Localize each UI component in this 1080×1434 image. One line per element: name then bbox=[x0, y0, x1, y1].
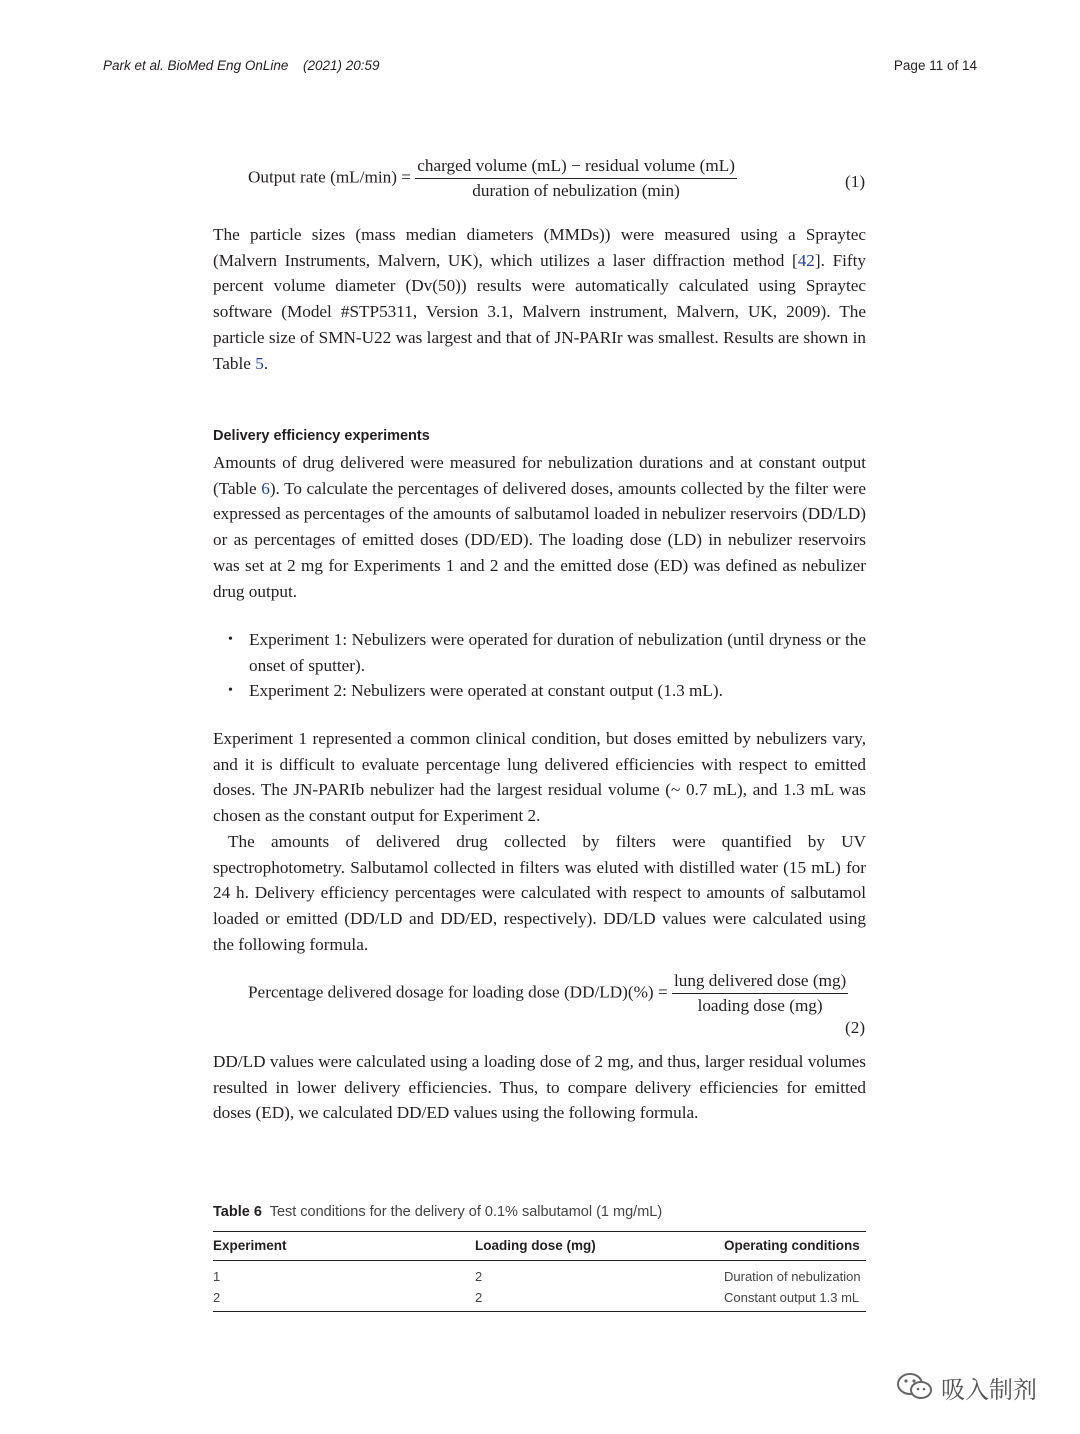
equation-2-numerator: lung delivered dose (mg) bbox=[672, 971, 848, 994]
equation-1-number: (1) bbox=[845, 172, 866, 191]
equation-2-fraction bbox=[672, 971, 848, 1016]
experiment-list bbox=[213, 627, 866, 704]
watermark-text: 吸入制剂 bbox=[941, 1375, 1037, 1404]
bullet-icon: • bbox=[228, 683, 233, 699]
table-cell: 2 bbox=[475, 1269, 483, 1284]
paragraph-delivery-amounts bbox=[213, 450, 866, 604]
equation-2-number: (2) bbox=[845, 1018, 866, 1037]
list-item-text: Experiment 2: Nebulizers were operated at constant output (1.3 mL). bbox=[249, 681, 723, 701]
list-item bbox=[213, 678, 866, 704]
table-6-link[interactable]: 6 bbox=[261, 478, 270, 498]
equation-1-numerator: charged volume (mL) − residual volume (mL) bbox=[415, 156, 737, 179]
paragraph-text: . bbox=[263, 353, 269, 373]
table-cell: 1 bbox=[213, 1269, 221, 1284]
table-caption-text: Test conditions for the delivery of 0.1% salbutamol (1 mg/mL) bbox=[269, 1204, 663, 1220]
equation-1-fraction bbox=[415, 156, 737, 201]
journal-name: Park et al. BioMed Eng OnLine bbox=[103, 58, 289, 73]
equation-1-denominator: duration of nebulization (min) bbox=[472, 181, 680, 200]
paragraph-text: The particle sizes (mass median diameters (MMDs)) were measured using a Spraytec (Malvern Instruments, Malvern, UK), which utilizes a laser diffraction method [ bbox=[213, 225, 866, 270]
equation-1 bbox=[248, 156, 737, 201]
paragraph-text: Amounts of drug delivered were measured for nebulization durations and at constant output (Table bbox=[213, 453, 866, 498]
paragraph-text: DD/LD values were calculated using a loading dose of 2 mg, and thus, larger residual volumes resulted in lower delivery efficiencies. Thus, to compare delivery efficiencies for emitted doses (ED), we calculated DD/ED values using the following formula. bbox=[213, 1052, 866, 1123]
paragraph-text: ). To calculate the percentages of delivered doses, amounts collected by the filter were expressed as percentages of the amounts of salbutamol loaded in nebulizer reservoirs (DD/LD) or as percentages of emitted doses (DD/ED). The loading dose (LD) in nebulizer reservoirs was set at 2 mg for Experiments 1 and 2 and the emitted dose (ED) was defined as nebulizer drug output. bbox=[213, 478, 866, 601]
equation-2-lhs: Percentage delivered dosage for loading dose (DD/LD)(%) = bbox=[248, 982, 668, 1002]
paragraph-text: The amounts of delivered drug collected by filters were quantified by UV spectrophotometry. Salbutamol collected in filters was eluted with distilled water (15 mL) for 24 h. Delivery efficiency percentages were calculated with respect to amounts of salbutamol loaded or emitted (DD/LD and DD/ED, respectively). DD/LD values were calculated using the following formula. bbox=[213, 831, 866, 954]
table-cell: 2 bbox=[213, 1286, 475, 1312]
equation-2-denominator: loading dose (mg) bbox=[697, 996, 823, 1015]
page-header bbox=[103, 58, 977, 78]
table-label: Table 6 bbox=[213, 1204, 262, 1220]
table-6 bbox=[213, 1231, 866, 1312]
bullet-icon: • bbox=[228, 632, 233, 647]
paragraph-text: ]. Fifty percent volume diameter (Dv(50)) results were automatically calculated using Spraytec software (Model #STP5311, Version 3.1, Malvern instrument, Malvern, UK, 2009). The particle size of SMN-U22 was largest and that of JN-PARIr was smallest. Results are shown in Table bbox=[213, 250, 866, 373]
table-row bbox=[213, 1261, 866, 1287]
table-cell: 2 bbox=[475, 1286, 724, 1312]
paragraph-experiment-1 bbox=[213, 726, 866, 957]
paragraph-particle-sizes bbox=[213, 222, 866, 376]
table-row bbox=[213, 1286, 866, 1312]
watermark bbox=[895, 1370, 1037, 1404]
table-header-cell: Loading dose (mg) bbox=[475, 1232, 724, 1261]
table-cell: Duration of nebulization bbox=[724, 1269, 861, 1284]
table-6-caption bbox=[213, 1204, 662, 1220]
list-item-text: Experiment 1: Nebulizers were operated for duration of nebulization (until dryness or the onset of sputter). bbox=[249, 630, 866, 675]
list-item bbox=[213, 627, 866, 678]
equation-2 bbox=[248, 971, 848, 1016]
table-header-row bbox=[213, 1232, 866, 1261]
table-5-link[interactable]: 5 bbox=[255, 353, 264, 373]
table-cell: Constant output 1.3 mL bbox=[724, 1286, 866, 1312]
paragraph-text: Experiment 1 represented a common clinical condition, but doses emitted by nebulizers vary, and it is difficult to evaluate percentage lung delivered efficiencies with respect to emitted doses. The JN-PARIb nebulizer had the largest residual volume (~ 0.7 mL), and 1.3 mL was chosen as the constant output for Experiment 2. bbox=[213, 729, 866, 826]
page-number: Page 11 of 14 bbox=[893, 58, 977, 73]
equation-1-lhs: Output rate (mL/min) = bbox=[248, 167, 411, 187]
journal-year-volume: (2021) 20:59 bbox=[303, 58, 380, 73]
paragraph-dd-ld bbox=[213, 1049, 866, 1126]
citation-link-42[interactable]: 42 bbox=[797, 250, 815, 270]
section-heading: Delivery efficiency experiments bbox=[213, 428, 430, 444]
wechat-icon bbox=[895, 1371, 935, 1403]
table-header-cell: Experiment bbox=[213, 1232, 475, 1261]
table-header-cell: Operating conditions bbox=[724, 1232, 866, 1261]
